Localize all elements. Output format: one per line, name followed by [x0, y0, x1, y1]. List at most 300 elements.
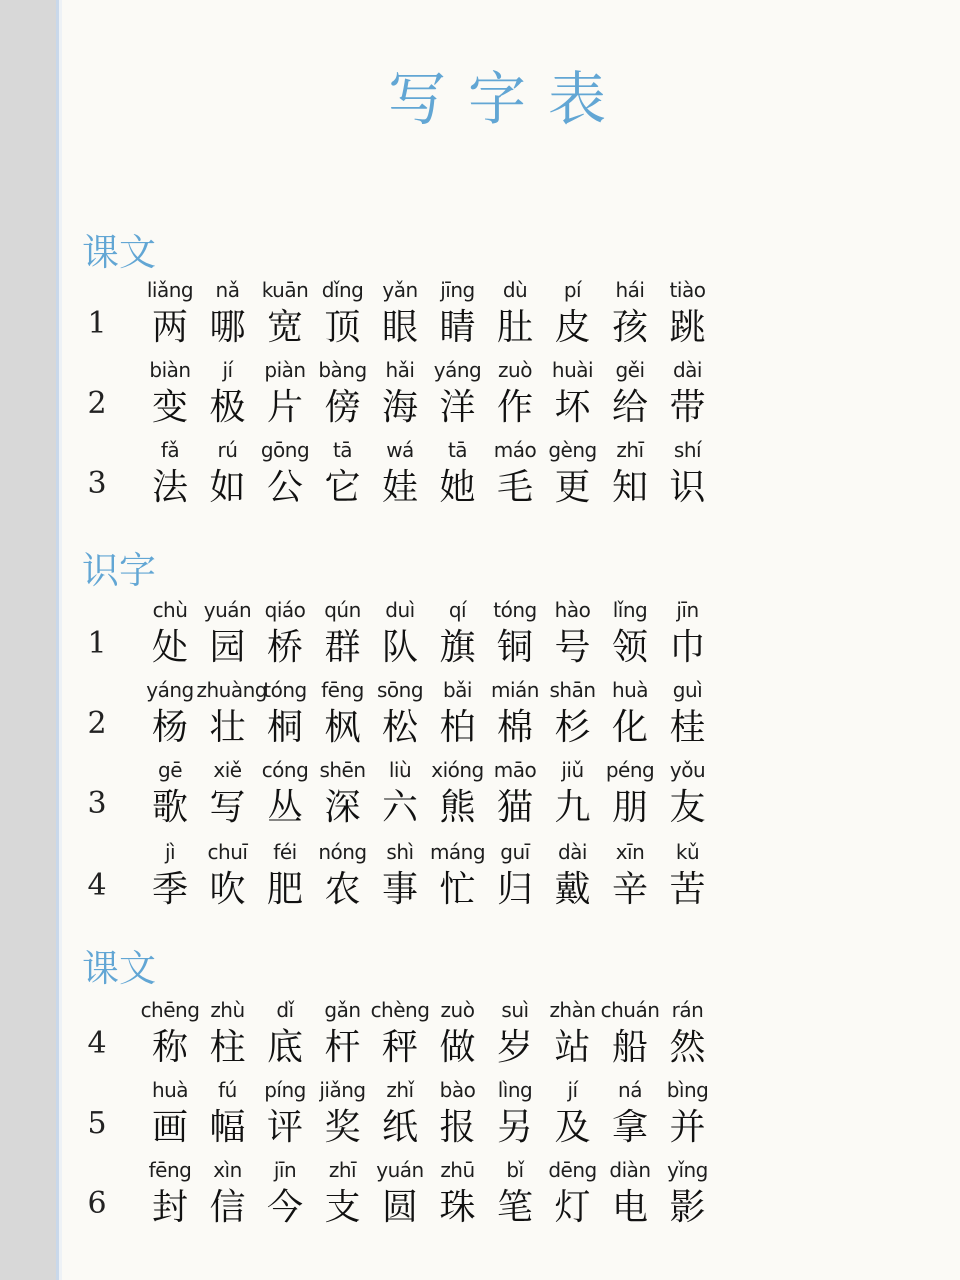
hanzi: 影: [669, 1187, 706, 1228]
pinyin: dù: [502, 278, 528, 302]
hanzi: 辛: [611, 869, 648, 910]
pinyin: piàn: [264, 358, 306, 382]
section-heading: 课文: [82, 231, 156, 274]
hanzi: 处: [151, 627, 188, 668]
pinyin: wá: [386, 438, 414, 462]
hanzi: 娃: [381, 467, 418, 508]
character-cell: [542, 1158, 604, 1230]
pinyin: fēng: [321, 678, 364, 702]
character-cell: [427, 438, 489, 510]
pinyin: chèng: [370, 998, 430, 1022]
hanzi: 戴: [554, 869, 591, 910]
hanzi: 熊: [439, 787, 476, 828]
character-cell: [139, 438, 201, 510]
character-cell: [484, 678, 546, 750]
hanzi: 巾: [669, 627, 706, 668]
hanzi: 壮: [209, 707, 246, 748]
pinyin: hǎi: [385, 358, 415, 382]
character-cell: [427, 278, 489, 350]
section-heading: 课文: [82, 947, 156, 990]
character-cell: [197, 1078, 259, 1150]
hanzi: 顶: [324, 307, 361, 348]
hanzi: 极: [209, 387, 246, 428]
pinyin: zhù: [210, 998, 245, 1022]
character-cell: [427, 598, 489, 670]
pinyin: shēn: [319, 758, 366, 782]
hanzi: 带: [669, 387, 706, 428]
hanzi: 知: [611, 467, 648, 508]
hanzi: 归: [496, 869, 533, 910]
pinyin: zhī: [616, 438, 644, 462]
pinyin: shí: [673, 438, 702, 462]
row-number: 3: [87, 466, 107, 501]
hanzi: 灯: [554, 1187, 591, 1228]
hanzi: 铜: [496, 627, 533, 668]
hanzi: 杉: [554, 707, 591, 748]
pinyin: biàn: [149, 358, 191, 382]
character-cell: [254, 758, 316, 830]
character-cell: [484, 598, 546, 670]
pinyin: guì: [672, 678, 703, 702]
pinyin: cóng: [261, 758, 309, 782]
pinyin: zhū: [440, 1158, 475, 1182]
character-cell: [599, 598, 661, 670]
character-cell: [312, 840, 374, 912]
pinyin: kuān: [261, 278, 309, 302]
pinyin: jí: [222, 358, 233, 382]
hanzi: 然: [669, 1027, 706, 1068]
pinyin: yǒu: [669, 758, 706, 782]
section-heading: 识字: [82, 549, 156, 592]
hanzi: 事: [381, 869, 418, 910]
character-cell: [599, 998, 661, 1070]
hanzi: 珠: [439, 1187, 476, 1228]
pinyin: bào: [439, 1078, 476, 1102]
character-cell: [369, 598, 431, 670]
character-cell: [484, 358, 546, 430]
pinyin: yuán: [203, 598, 252, 622]
character-cell: [369, 278, 431, 350]
pinyin: píng: [264, 1078, 306, 1102]
hanzi: 柱: [209, 1027, 246, 1068]
hanzi: 松: [381, 707, 418, 748]
pinyin: tóng: [493, 598, 537, 622]
pinyin: tóng: [263, 678, 307, 702]
hanzi: 吹: [209, 869, 246, 910]
pinyin: māo: [493, 758, 537, 782]
character-cell: [312, 758, 374, 830]
pinyin: sōng: [376, 678, 424, 702]
row-number: 3: [87, 786, 107, 821]
character-cell: [657, 1158, 719, 1230]
row-number: 4: [87, 1026, 107, 1061]
hanzi: 洋: [439, 387, 476, 428]
hanzi: 封: [151, 1187, 188, 1228]
hanzi: 忙: [439, 869, 476, 910]
pinyin: duì: [385, 598, 415, 622]
pinyin: fú: [218, 1078, 237, 1102]
hanzi: 睛: [439, 307, 476, 348]
character-cell: [197, 438, 259, 510]
character-cell: [542, 438, 604, 510]
character-cell: [427, 678, 489, 750]
pinyin: huài: [551, 358, 594, 382]
pinyin: shì: [386, 840, 414, 864]
pinyin: qún: [324, 598, 361, 622]
hanzi: 更: [554, 467, 591, 508]
character-cell: [542, 278, 604, 350]
hanzi: 电: [611, 1187, 648, 1228]
hanzi: 园: [209, 627, 246, 668]
pinyin: nóng: [318, 840, 367, 864]
hanzi: 写: [209, 787, 246, 828]
hanzi: 苦: [669, 869, 706, 910]
character-cell: [139, 278, 201, 350]
page-title: 写字表: [387, 65, 628, 133]
hanzi: 肚: [496, 307, 533, 348]
character-cell: [427, 358, 489, 430]
hanzi: 季: [151, 869, 188, 910]
character-cell: [599, 840, 661, 912]
character-cell: [369, 1158, 431, 1230]
pinyin: hào: [554, 598, 591, 622]
pinyin: tā: [447, 438, 468, 462]
character-cell: [254, 1078, 316, 1150]
hanzi: 朋: [611, 787, 648, 828]
character-cell: [484, 998, 546, 1070]
character-cell: [139, 1158, 201, 1230]
pinyin: bǐ: [506, 1158, 524, 1182]
character-cell: [254, 678, 316, 750]
hanzi: 群: [324, 627, 361, 668]
hanzi: 眼: [381, 307, 418, 348]
pinyin: fēng: [148, 1158, 192, 1182]
pinyin: tā: [332, 438, 353, 462]
character-cell: [484, 438, 546, 510]
character-cell: [254, 438, 316, 510]
row-number: 1: [87, 626, 107, 661]
character-cell: [369, 998, 431, 1070]
character-cell: [484, 758, 546, 830]
hanzi: 公: [266, 467, 303, 508]
character-cell: [427, 758, 489, 830]
hanzi: 友: [669, 787, 706, 828]
character-cell: [254, 598, 316, 670]
hanzi: 六: [381, 787, 418, 828]
character-cell: [599, 1078, 661, 1150]
hanzi: 歌: [151, 787, 188, 828]
row-number: 1: [87, 306, 107, 341]
hanzi: 丛: [266, 787, 303, 828]
pinyin: qiáo: [264, 598, 306, 622]
hanzi: 笔: [496, 1187, 533, 1228]
character-cell: [312, 278, 374, 350]
character-cell: [139, 598, 201, 670]
character-cell: [657, 998, 719, 1070]
character-cell: [599, 278, 661, 350]
pinyin: mián: [491, 678, 539, 702]
character-cell: [254, 278, 316, 350]
pinyin: jí: [567, 1078, 578, 1102]
pinyin: chù: [152, 598, 188, 622]
pinyin: ná: [618, 1078, 642, 1102]
hanzi: 船: [611, 1027, 648, 1068]
pinyin: jiǔ: [561, 758, 584, 782]
pinyin: dài: [557, 840, 587, 864]
hanzi: 两: [151, 307, 188, 348]
character-cell: [312, 678, 374, 750]
pinyin: jīng: [440, 278, 475, 302]
character-cell: [312, 1078, 374, 1150]
character-cell: [254, 358, 316, 430]
hanzi: 站: [554, 1027, 591, 1068]
character-cell: [484, 1078, 546, 1150]
pinyin: jīn: [676, 598, 699, 622]
pinyin: yáng: [433, 358, 482, 382]
character-cell: [657, 678, 719, 750]
character-cell: [542, 678, 604, 750]
pinyin: rú: [217, 438, 238, 462]
hanzi: 枫: [324, 707, 361, 748]
pinyin: dǐng: [321, 278, 364, 302]
character-cell: [139, 840, 201, 912]
character-cell: [369, 1078, 431, 1150]
character-cell: [369, 678, 431, 750]
character-cell: [599, 678, 661, 750]
pinyin: jīn: [273, 1158, 297, 1182]
hanzi: 信: [209, 1187, 246, 1228]
character-cell: [197, 998, 259, 1070]
pinyin: dài: [672, 358, 702, 382]
hanzi: 圆: [381, 1187, 418, 1228]
pinyin: liù: [388, 758, 412, 782]
row-number: 5: [87, 1106, 107, 1141]
row-number: 4: [87, 868, 107, 903]
character-cell: [599, 438, 661, 510]
hanzi: 队: [381, 627, 418, 668]
hanzi: 作: [496, 387, 533, 428]
pinyin: yuán: [376, 1158, 424, 1182]
pinyin: gǎn: [324, 998, 361, 1022]
pinyin: xióng: [431, 758, 484, 782]
pinyin: yáng: [146, 678, 194, 702]
pinyin: xiě: [213, 758, 242, 782]
pinyin: bǎi: [442, 678, 472, 702]
pinyin: zhuàng: [196, 678, 267, 702]
character-cell: [657, 438, 719, 510]
hanzi: 并: [669, 1107, 706, 1148]
pinyin: chēng: [140, 998, 200, 1022]
character-cell: [427, 1078, 489, 1150]
character-cell: [139, 758, 201, 830]
character-cell: [197, 598, 259, 670]
character-cell: [427, 840, 489, 912]
pinyin: zuò: [440, 998, 475, 1022]
pinyin: máo: [493, 438, 537, 462]
character-cell: [484, 1158, 546, 1230]
pinyin: gōng: [260, 438, 310, 462]
hanzi: 拿: [611, 1107, 648, 1148]
hanzi: 及: [554, 1107, 591, 1148]
character-cell: [542, 758, 604, 830]
character-cell: [542, 358, 604, 430]
hanzi: 桐: [266, 707, 303, 748]
hanzi: 毛: [496, 467, 533, 508]
character-cell: [196, 678, 267, 750]
character-cell: [197, 840, 259, 912]
character-cell: [542, 1078, 604, 1150]
pinyin: zhàn: [549, 998, 596, 1022]
pinyin: gèng: [548, 438, 597, 462]
hanzi: 给: [611, 387, 648, 428]
hanzi: 纸: [381, 1107, 418, 1148]
pinyin: kǔ: [675, 840, 700, 864]
hanzi: 底: [266, 1027, 303, 1068]
hanzi: 号: [554, 627, 591, 668]
pinyin: féi: [273, 840, 297, 864]
character-cell: [542, 998, 604, 1070]
character-cell: [197, 278, 259, 350]
hanzi: 跳: [669, 307, 706, 348]
hanzi: 棉: [496, 707, 533, 748]
pinyin: zhǐ: [386, 1078, 414, 1102]
character-cell: [139, 358, 201, 430]
character-cell: [254, 998, 316, 1070]
hanzi: 另: [496, 1107, 533, 1148]
pinyin: chuán: [600, 998, 660, 1022]
pinyin: suì: [501, 998, 529, 1022]
hanzi: 领: [611, 627, 648, 668]
hanzi: 坏: [554, 387, 591, 428]
row-number: 6: [87, 1186, 107, 1221]
hanzi: 今: [266, 1187, 303, 1228]
hanzi: 海: [381, 387, 418, 428]
pinyin: jiǎng: [319, 1078, 366, 1102]
pinyin: huà: [151, 1078, 189, 1102]
character-cell: [542, 840, 604, 912]
hanzi: 幅: [209, 1107, 246, 1148]
character-cell: [542, 598, 604, 670]
character-cell: [657, 1078, 719, 1150]
character-cell: [139, 1078, 201, 1150]
hanzi: 片: [266, 387, 303, 428]
pinyin: hái: [615, 278, 645, 302]
pinyin: bàng: [318, 358, 367, 382]
pinyin: lìng: [497, 1078, 533, 1102]
hanzi: 如: [209, 467, 246, 508]
character-cell: [197, 758, 259, 830]
hanzi: 报: [439, 1107, 476, 1148]
hanzi: 猫: [496, 787, 533, 828]
character-cell: [197, 1158, 259, 1230]
hanzi: 岁: [496, 1027, 533, 1068]
pinyin: nǎ: [215, 278, 240, 302]
pinyin: lǐng: [612, 598, 648, 622]
pinyin: fǎ: [160, 438, 180, 462]
character-cell: [484, 840, 546, 912]
character-cell: [657, 598, 719, 670]
pinyin: pí: [563, 278, 582, 302]
pinyin: liǎng: [146, 278, 194, 302]
pinyin: guī: [500, 840, 530, 864]
pinyin: gē: [158, 758, 182, 782]
hanzi: 称: [151, 1027, 188, 1068]
character-cell: [139, 678, 201, 750]
character-cell: [427, 1158, 489, 1230]
character-cell: [312, 438, 374, 510]
character-cell: [369, 840, 431, 912]
character-cell: [254, 1158, 316, 1230]
pinyin: jì: [164, 840, 176, 864]
character-cell: [657, 358, 719, 430]
character-cell: [312, 358, 374, 430]
hanzi: 农: [324, 869, 361, 910]
character-cell: [599, 1158, 661, 1230]
hanzi: 深: [324, 787, 361, 828]
hanzi: 变: [151, 387, 188, 428]
hanzi: 评: [266, 1107, 303, 1148]
character-cell: [369, 358, 431, 430]
character-cell: [657, 278, 719, 350]
hanzi: 皮: [554, 307, 591, 348]
hanzi: 画: [151, 1107, 188, 1148]
pinyin: dēng: [548, 1158, 597, 1182]
pinyin: bìng: [666, 1078, 709, 1102]
hanzi: 识: [669, 467, 706, 508]
pinyin: xìn: [213, 1158, 242, 1182]
character-cell: [139, 998, 201, 1070]
hanzi: 杆: [324, 1027, 361, 1068]
hanzi: 支: [324, 1187, 361, 1228]
hanzi: 她: [439, 467, 476, 508]
pinyin: qí: [448, 598, 467, 622]
pinyin: gěi: [615, 358, 645, 382]
hanzi: 旗: [439, 627, 476, 668]
hanzi: 九: [554, 787, 591, 828]
row-number: 2: [87, 706, 107, 741]
character-cell: [657, 758, 719, 830]
character-cell: [197, 358, 259, 430]
character-cell: [599, 758, 661, 830]
hanzi: 孩: [611, 307, 648, 348]
pinyin: chuī: [207, 840, 248, 864]
character-cell: [599, 358, 661, 430]
character-cell: [369, 758, 431, 830]
hanzi: 化: [611, 707, 648, 748]
hanzi: 桂: [669, 707, 706, 748]
hanzi: 宽: [266, 307, 303, 348]
hanzi: 柏: [439, 707, 476, 748]
pinyin: péng: [605, 758, 655, 782]
character-cell: [312, 998, 374, 1070]
pinyin: tiào: [669, 278, 706, 302]
hanzi: 肥: [266, 869, 303, 910]
character-cell: [369, 438, 431, 510]
pinyin: dǐ: [276, 998, 294, 1022]
character-cell: [484, 278, 546, 350]
character-cell: [427, 998, 489, 1070]
hanzi: 奖: [324, 1107, 361, 1148]
pinyin: rán: [671, 998, 704, 1022]
character-cell: [312, 598, 374, 670]
pinyin: yǐng: [667, 1158, 708, 1182]
hanzi: 它: [324, 467, 361, 508]
pinyin: zuò: [498, 358, 532, 382]
pinyin: yǎn: [382, 278, 418, 302]
textbook-page: [56, 0, 960, 1280]
hanzi: 杨: [151, 707, 188, 748]
row-number: 2: [87, 386, 107, 421]
